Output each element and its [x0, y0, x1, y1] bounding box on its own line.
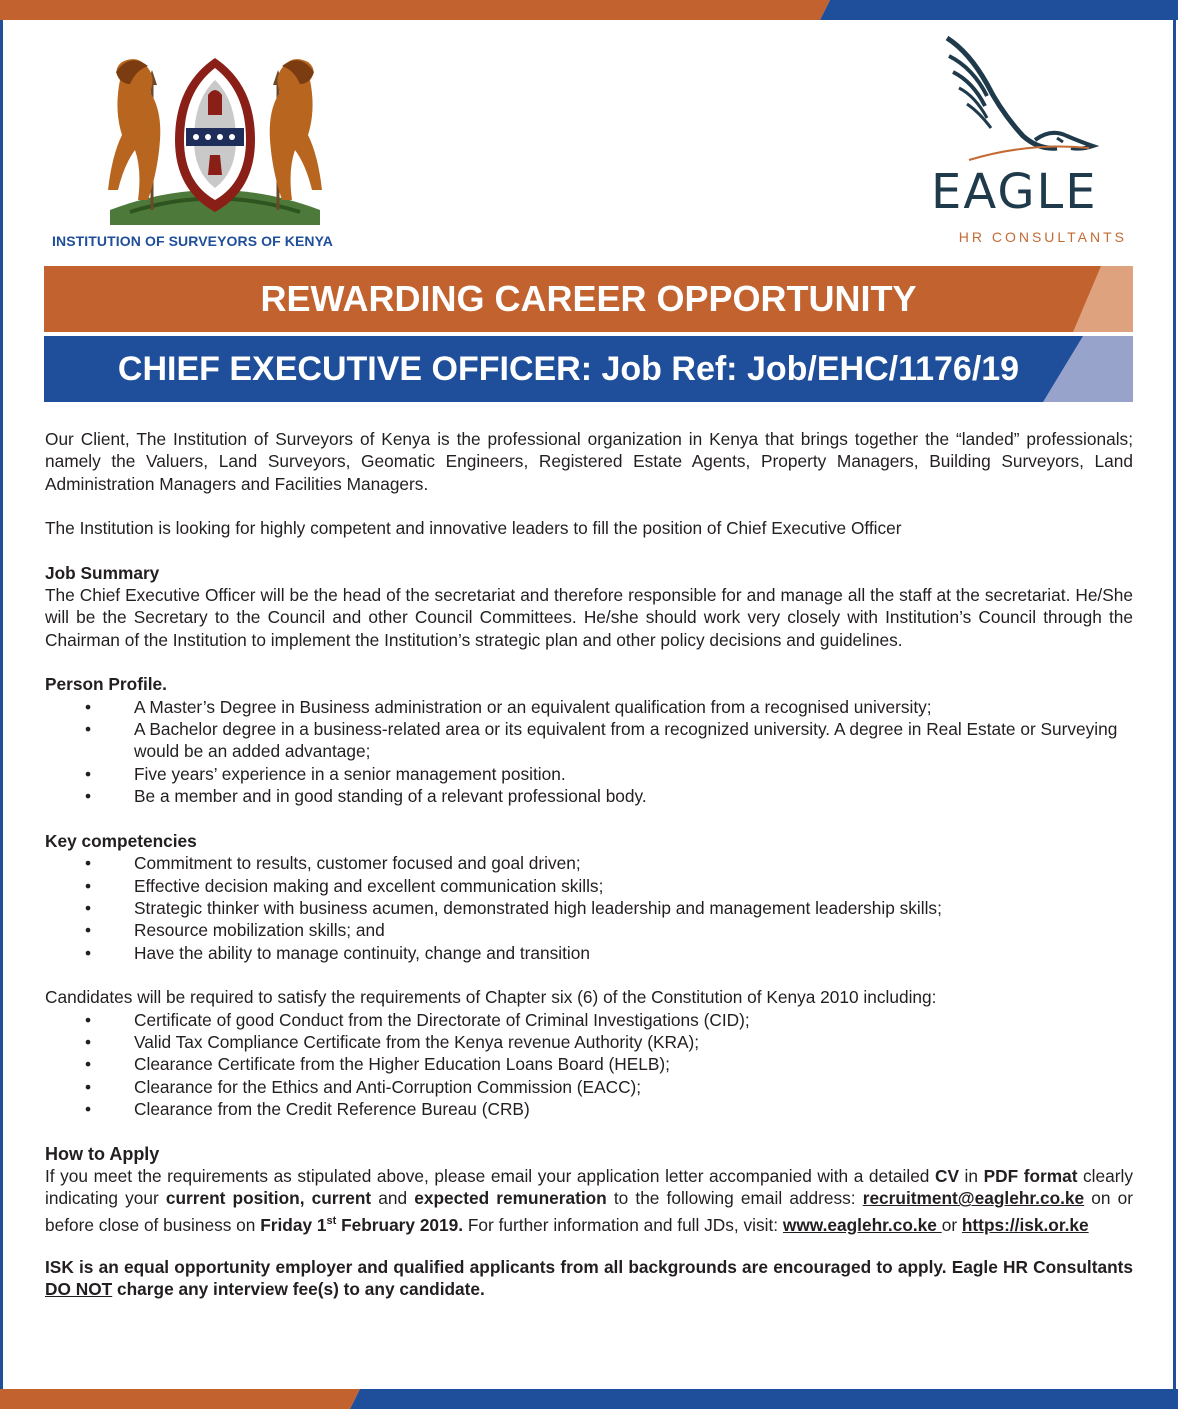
eagle-wordmark: EAGLE — [931, 164, 1098, 220]
bullet-icon: • — [85, 853, 92, 874]
list-item: • Commitment to results, customer focused and goal driven; — [85, 853, 581, 874]
eagle-bird-icon — [939, 32, 1109, 162]
bottom-color-bar — [0, 1389, 1178, 1409]
list-item: • Clearance for the Ethics and Anti-Corruption Commission (EACC); — [85, 1076, 642, 1097]
intro-position-paragraph: The Institution is looking for highly competent and innovative leaders to fill the position of Chief Executive Officer — [45, 518, 902, 539]
intro-paragraph: Our Client, The Institution of Surveyors of Kenya is the professional organization in Kenya that brings together the “landed” professionals; namely the Valuers, Land Surveyors, Geomatic Engineers, Registered Estate Agents, Property Managers, Building Surveyors, Land Administration Managers and Facilities Managers. — [45, 429, 1133, 494]
right-border-line — [1173, 20, 1176, 1389]
equal-opportunity-note: ISK is an equal opportunity employer and qualified applicants from all backgrounds are encouraged to apply. Eagle HR Consultants DO NOT charge any interview fee(s) to any candidate. — [45, 1256, 1133, 1300]
coat-of-arms-icon — [90, 40, 340, 230]
bullet-icon: • — [85, 942, 92, 963]
position-banner — [44, 336, 1133, 402]
list-item: • Valid Tax Compliance Certificate from the Kenya revenue Authority (KRA); — [85, 1031, 700, 1052]
chapter-six-intro: Candidates will be required to satisfy the requirements of Chapter six (6) of the Constitution of Kenya 2010 including: — [45, 987, 937, 1008]
bullet-icon: • — [85, 719, 92, 740]
person-profile-heading: Person Profile. — [45, 674, 167, 695]
list-item: • Certificate of good Conduct from the Directorate of Criminal Investigations (CID); — [85, 1009, 750, 1030]
list-item: • Clearance Certificate from the Higher Education Loans Board (HELB); — [85, 1054, 670, 1075]
email-link[interactable]: recruitment@eaglehr.co.ke — [862, 1188, 1085, 1209]
bullet-icon: • — [85, 1009, 92, 1030]
person-profile-list — [45, 696, 1133, 808]
list-item: • Five years’ experience in a senior management position. — [85, 763, 566, 784]
list-item: • Resource mobilization skills; and — [85, 920, 385, 941]
bullet-icon: • — [85, 875, 92, 896]
bullet-icon: • — [85, 763, 92, 784]
title-banner — [44, 266, 1133, 332]
key-competencies-heading: Key competencies — [45, 830, 197, 851]
list-item: • Clearance from the Credit Reference Bureau (CRB) — [85, 1099, 530, 1120]
key-competencies-list — [45, 852, 1133, 964]
bullet-icon: • — [85, 1099, 92, 1120]
advert-body — [45, 428, 1133, 1301]
eagle-hr-logo — [925, 32, 1135, 252]
how-to-apply-text: If you meet the requirements as stipulated above, please email your application letter accompanied with a detailed CV in PDF format clearly indicating your current position, current and expected remuneration to the following email address: recruitment@eaglehr.co.ke on or before close of business on Friday 1st February 2019. For further information and full JDs, visit: www.eaglehr.co.ke or https://isk.or.ke — [45, 1165, 1133, 1235]
position-title: CHIEF EXECUTIVE OFFICER: Job Ref: Job/EHC/1176/19 — [117, 350, 1020, 388]
bullet-icon: • — [85, 786, 92, 807]
chapter-six-list — [45, 1009, 1133, 1121]
bullet-icon: • — [85, 1031, 92, 1052]
do-not-emphasis: DO NOT — [45, 1279, 113, 1300]
list-item: • A Master’s Degree in Business administration or an equivalent qualification from a recognised university; — [85, 696, 932, 717]
bullet-icon: • — [85, 696, 92, 717]
list-item: • Be a member and in good standing of a relevant professional body. — [85, 786, 647, 807]
isk-name: INSTITUTION OF SURVEYORS OF KENYA — [52, 233, 334, 249]
banner-title: REWARDING CAREER OPPORTUNITY — [260, 278, 917, 319]
list-item: • Effective decision making and excellent communication skills; — [85, 875, 604, 896]
top-color-bar — [0, 0, 1178, 20]
list-item: • Strategic thinker with business acumen, demonstrated high leadership and management leadership skills; — [85, 897, 942, 918]
job-summary-text: The Chief Executive Officer will be the head of the secretariat and therefore responsible for and manage all the staff at the secretariat. He/She will be the Secretary to the Council and other Council Committees. He/she should work very closely with Institution’s Council through the Chairman of the Institution to implement the Institution’s strategic plan and other policy decisions and guidelines. — [45, 585, 1133, 650]
isk-website-link[interactable]: https://isk.or.ke — [961, 1214, 1089, 1235]
bullet-icon: • — [85, 1076, 92, 1097]
bullet-icon: • — [85, 1054, 92, 1075]
eagle-subtitle: HR CONSULTANTS — [958, 229, 1127, 245]
deadline: Friday 1st February 2019. — [260, 1214, 464, 1235]
job-summary-heading: Job Summary — [45, 562, 160, 583]
how-to-apply-heading: How to Apply — [45, 1143, 160, 1164]
eaglehr-website-link[interactable]: www.eaglehr.co.ke — [782, 1214, 942, 1235]
bullet-icon: • — [85, 920, 92, 941]
left-border-line — [0, 20, 3, 1389]
bullet-icon: • — [85, 897, 92, 918]
list-item: • Have the ability to manage continuity, change and transition — [85, 942, 590, 963]
list-item: • A Bachelor degree in a business-related area or its equivalent from a recognized university. A degree in Real Estate or Surveying would be an added advantage; — [85, 719, 1118, 762]
isk-logo — [52, 36, 382, 256]
